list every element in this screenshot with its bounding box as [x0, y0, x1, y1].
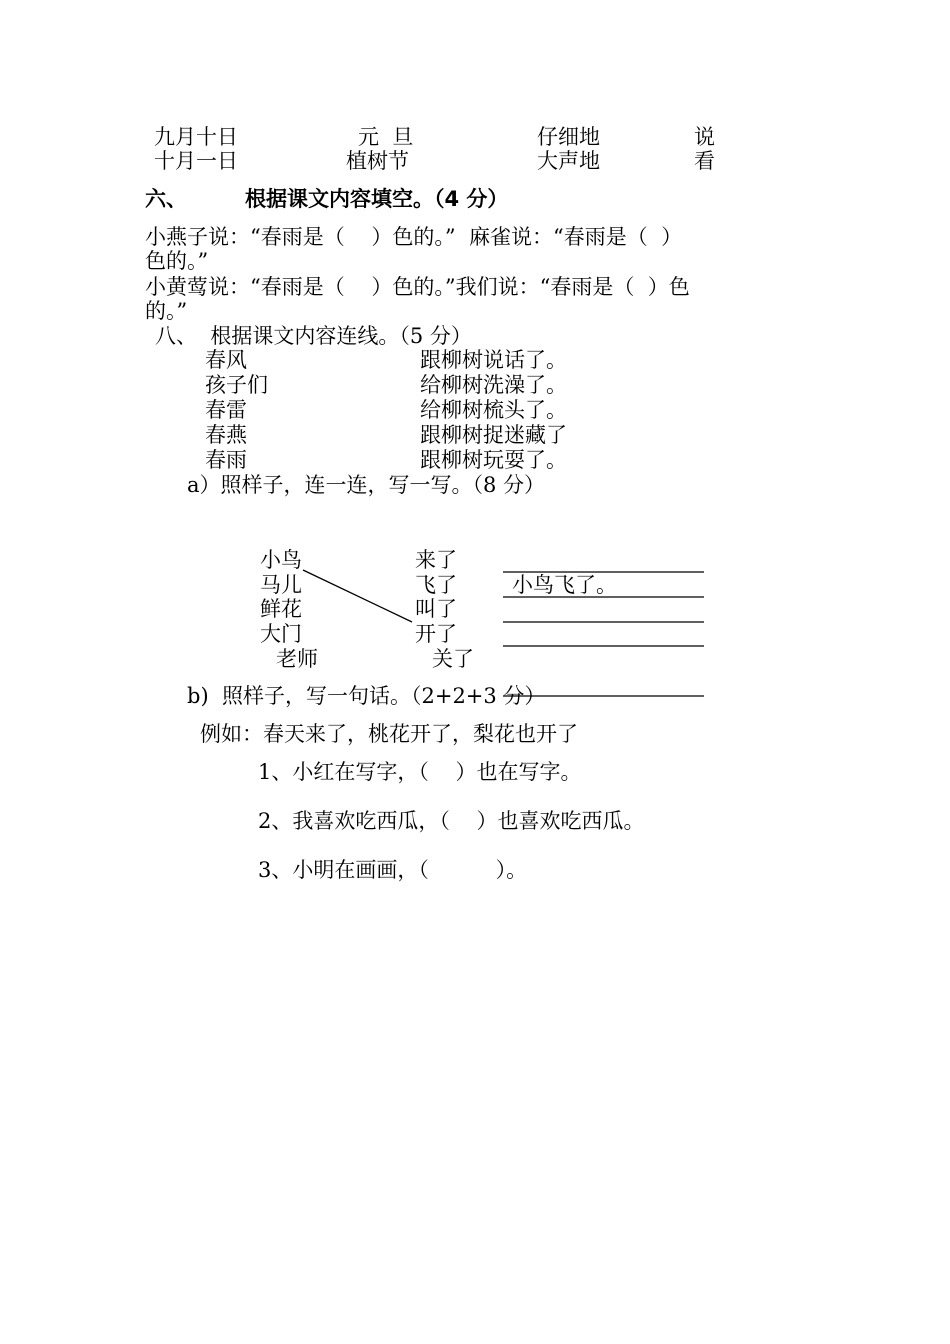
- part-a-left-item: 大门: [260, 622, 302, 646]
- match-col3-item: 大声地: [537, 149, 600, 173]
- section8-right-item: 跟柳树捉迷藏了: [420, 423, 567, 447]
- section8-right-item: 跟柳树玩耍了。: [420, 448, 567, 472]
- part-a-right-item: 叫了: [415, 597, 457, 621]
- part-b-item: 1、小红在写字，（ ）也在写字。: [258, 760, 582, 784]
- part-a-left-item: 马儿: [260, 573, 302, 597]
- example-match-line: [303, 570, 412, 622]
- part-a-left-item: 小鸟: [260, 548, 302, 572]
- match-col1-item: 九月十日: [154, 125, 238, 149]
- section6-number: 六、: [145, 187, 187, 211]
- section6-heading: 根据课文内容填空。（4 分）: [245, 187, 509, 211]
- section6-line: 色的。”: [145, 249, 209, 273]
- match-col4-item: 说: [694, 125, 715, 149]
- match-col2-item: 元 旦: [358, 125, 414, 149]
- section6-line: 小黄莺说：“春雨是（ ）色的。”我们说：“春雨是（ ）色: [145, 275, 690, 299]
- match-col4-item: 看: [694, 149, 715, 173]
- part-a-left-item: 老师: [276, 647, 318, 671]
- match-col1-item: 十月一日: [154, 149, 238, 173]
- part-b-item: 2、我喜欢吃西瓜，（ ）也喜欢吃西瓜。: [258, 809, 645, 833]
- part-b-heading: b) 照样子，写一句话。（2+2+3 分）: [187, 684, 546, 708]
- part-a-example-answer: 小鸟飞了。: [512, 573, 617, 597]
- section8-left-item: 春燕: [205, 423, 247, 447]
- section8-left-item: 春风: [205, 348, 247, 372]
- section6-line: 小燕子说：“春雨是（ ）色的。” 麻雀说：“春雨是（ ）: [145, 225, 683, 249]
- section8-left-item: 孩子们: [205, 373, 268, 397]
- section8-left-item: 春雷: [205, 398, 247, 422]
- section8-left-item: 春雨: [205, 448, 247, 472]
- part-a-right-item: 飞了: [415, 573, 457, 597]
- section8-right-item: 给柳树梳头了。: [420, 398, 567, 422]
- part-b-item: 3、小明在画画，（ ）。: [258, 858, 528, 882]
- part-a-right-item: 来了: [415, 548, 457, 572]
- part-a-heading: a）照样子，连一连，写一写。（8 分）: [187, 473, 546, 497]
- part-a-left-item: 鲜花: [260, 597, 302, 621]
- match-col3-item: 仔细地: [537, 125, 600, 149]
- part-a-right-item: 开了: [415, 622, 457, 646]
- match-col2-item: 植树节: [346, 149, 409, 173]
- part-b-example: 例如：春天来了，桃花开了，梨花也开了: [200, 722, 578, 746]
- part-a-right-item: 关了: [432, 647, 474, 671]
- section6-line: 的。”: [145, 299, 188, 323]
- section8-right-item: 给柳树洗澡了。: [420, 373, 567, 397]
- section8-right-item: 跟柳树说话了。: [420, 348, 567, 372]
- section8-heading: 八、 根据课文内容连线。（5 分）: [155, 324, 472, 348]
